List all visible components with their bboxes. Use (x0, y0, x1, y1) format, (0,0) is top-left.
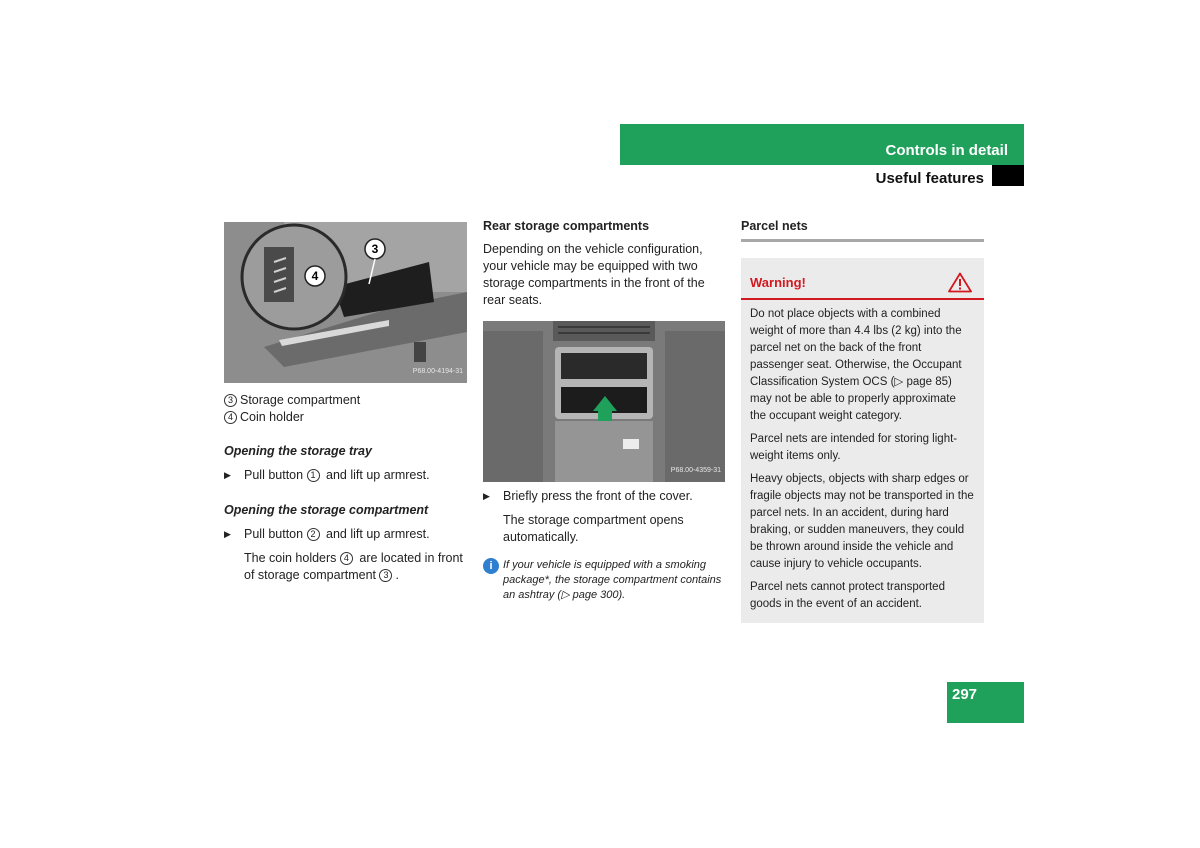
legend-item (224, 392, 467, 409)
body-text: . (395, 568, 399, 582)
press-result: The storage compartment opens automatically. (503, 513, 684, 544)
rear-storage-heading: Rear storage compartments (483, 219, 650, 233)
info-note (483, 558, 725, 603)
page-number: 297 (952, 686, 978, 703)
photo-code: P68.00-4194-31 (412, 368, 463, 375)
warning-paragraph: Heavy objects, objects with sharp edges or fragile objects may not be transported in the parcel nets. In an accident, during hard braking, or sudden maneuvers, they could be thrown around inside the vehicle and cause injury to vehicle occupants. (750, 473, 974, 570)
step-text: Briefly press the front of the cover. (503, 489, 693, 503)
parcel-nets-heading: Parcel nets (741, 219, 808, 233)
press-step (483, 488, 725, 505)
body-text: The coin holders (244, 551, 340, 565)
svg-text:3: 3 (371, 242, 379, 256)
step-text: Pull button (244, 527, 307, 541)
warning-box (741, 258, 984, 623)
compartment-step (224, 526, 467, 543)
callout-number: 1 (307, 469, 320, 482)
legend-item (224, 409, 467, 426)
tray-heading: Opening the storage tray (224, 444, 372, 458)
bullet-triangle-icon: ▶ (224, 529, 231, 539)
column-3 (741, 218, 984, 623)
armrest-photo (224, 222, 467, 383)
photo-code: P68.00-4359-31 (670, 467, 721, 474)
callout-number: 3 (379, 569, 392, 582)
warning-triangle-icon (948, 272, 972, 293)
tray-step (224, 467, 467, 484)
callout-number: 4 (340, 552, 353, 565)
rear-console-illustration (483, 321, 725, 482)
page-number-tab (947, 682, 1024, 723)
svg-text:4: 4 (311, 269, 319, 283)
header-band (620, 124, 1024, 165)
info-icon: i (483, 558, 499, 574)
warning-title: Warning! (750, 274, 806, 290)
section-title: Controls in detail (885, 142, 1008, 159)
step-text: and lift up armrest. (322, 527, 430, 541)
subsection-title: Useful features (875, 170, 984, 187)
coin-holder-text (224, 550, 467, 584)
bullet-triangle-icon: ▶ (224, 470, 231, 480)
body-text: are located in front of storage compartment (244, 551, 463, 582)
callout-number: 3 (224, 394, 237, 407)
warning-paragraph: Parcel nets are intended for storing light-weight items only. (750, 433, 958, 462)
legend-label: Storage compartment (240, 393, 361, 407)
note-text: If your vehicle is equipped with a smoking package*, the storage compartment contains an ashtray (▷ page 300). (503, 559, 722, 601)
heading-rule (741, 239, 984, 242)
warning-header (741, 258, 984, 300)
rear-console-photo (483, 321, 725, 482)
legend-label: Coin holder (240, 410, 304, 424)
warning-body (741, 300, 984, 613)
armrest-illustration (224, 222, 467, 383)
warning-paragraph: Parcel nets cannot protect transported goods in the event of an accident. (750, 581, 945, 610)
column-2 (483, 218, 725, 603)
compartment-heading: Opening the storage compartment (224, 503, 429, 517)
rear-storage-intro: Depending on the vehicle configuration, your vehicle may be equipped with two storage compartments in the front of the rear seats. (483, 242, 705, 307)
bullet-triangle-icon: ▶ (483, 491, 490, 501)
column-1 (224, 222, 467, 584)
legend (224, 392, 467, 426)
warning-paragraph: Do not place objects with a combined weight of more than 4.4 lbs (2 kg) into the parcel net on the back of the front passenger seat. Otherwise, the Occupant Classification System OCS (▷ page 85) may not be able to properly approximate the occupant weight category. (750, 308, 962, 422)
callout-number: 2 (307, 528, 320, 541)
step-text: Pull button (244, 468, 307, 482)
callout-number: 4 (224, 411, 237, 424)
header-marker (992, 165, 1024, 186)
step-text: and lift up armrest. (322, 468, 430, 482)
